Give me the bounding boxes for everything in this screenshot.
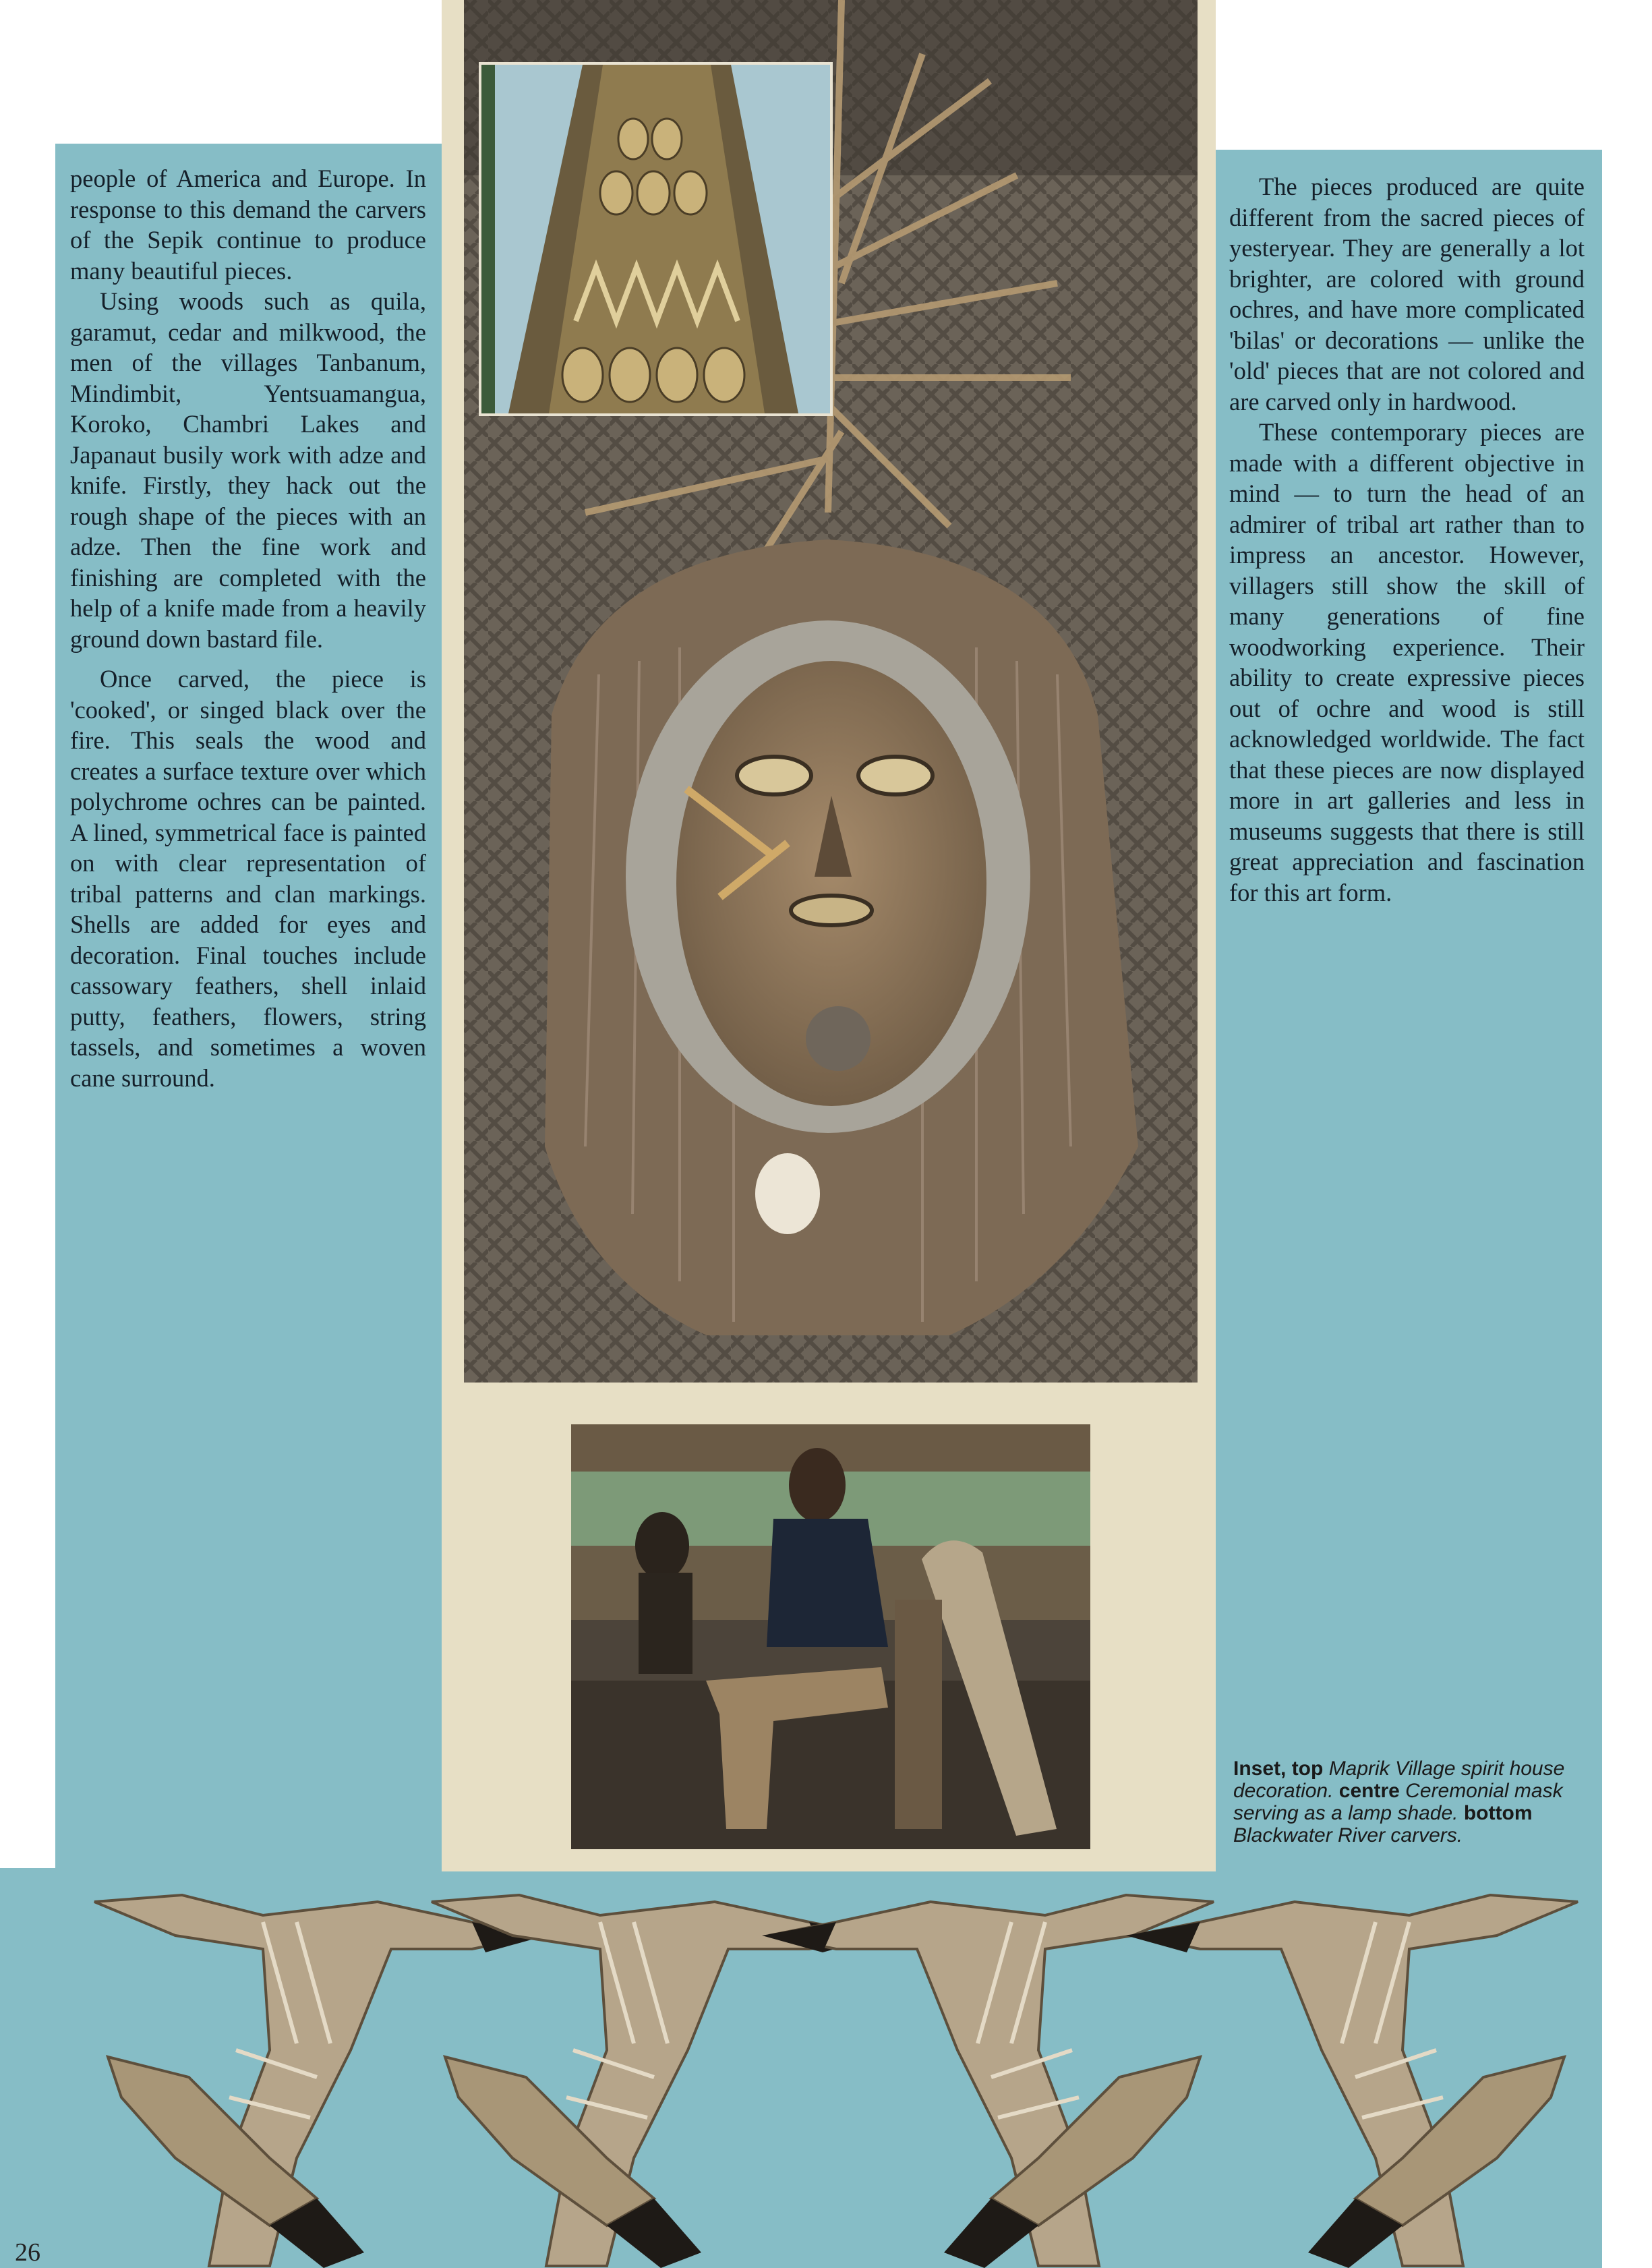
- caption-bottom-text: Blackwater River carvers.: [1233, 1824, 1463, 1847]
- right-paragraph-1: The pieces produced are quite different from the sacred pieces of yesteryear. They are generally a lot brighter, are colored with ground ochres, and have more complicated 'bilas' or decorations — unlike the 'old' pieces that are not colored and are carved only in hardwood.: [1229, 173, 1585, 415]
- spirit-house-inset-photo: [479, 62, 833, 416]
- caption-bottom-label: bottom: [1463, 1802, 1533, 1824]
- caption-inset-label: Inset, top: [1233, 1757, 1324, 1780]
- caption-centre-label: centre: [1338, 1780, 1400, 1802]
- left-paragraph-1: people of America and Europe. In response to this demand the carvers of the Sepik continue to produce many beautiful pieces.: [70, 165, 426, 285]
- left-paragraph-2: Using woods such as quila, garamut, cedar and milkwood, the men of the villages Tanbanum, Mindimbit, Yentsuamangua, Koroko, Chambri Lakes and Japanaut busily work with adze and knife. Firstly, they hack out the rough shape of the pieces with an adze. Then the fine work and finishing are completed with the help of a knife made from a heavily ground down bastard file.: [70, 287, 426, 653]
- photo-caption: [1233, 1757, 1587, 1847]
- right-article-column: [1229, 171, 1585, 908]
- caption-centre-text: Ceremonial mask serving as a lamp shade.: [1233, 1780, 1563, 1824]
- carved-figures-decoration: [0, 1875, 1602, 2268]
- right-paragraph-2: These contemporary pieces are made with a different objective in mind — to turn the head of an admirer of tribal art rather than to impress an ancestor. However, villagers still show the skill of many generations of fine woodworking experience. Their ability to create expressive pieces out of ochre and wood is still acknowledged worldwide. The fact that these pieces are now displayed more in art galleries and less in museums suggests that there is still great appreciation and fascination for this art form.: [1229, 418, 1585, 906]
- left-paragraph-3: Once carved, the piece is 'cooked', or singed black over the fire. This seals the wood and creates a surface texture over which polychrome ochres can be painted. A lined, symmetrical face is painted on with clear representation of tribal patterns and clan markings. Shells are added for eyes and decoration. Final touches include cassowary feathers, shell inlaid putty, feathers, flowers, string tassels, and sometimes a woven cane surround.: [70, 665, 426, 1092]
- left-article-column: [70, 163, 426, 1093]
- page-number: 26: [15, 2238, 40, 2267]
- blackwater-carvers-photo: [571, 1424, 1090, 1849]
- caption-inset-text: Maprik Village spirit house decoration.: [1233, 1757, 1565, 1802]
